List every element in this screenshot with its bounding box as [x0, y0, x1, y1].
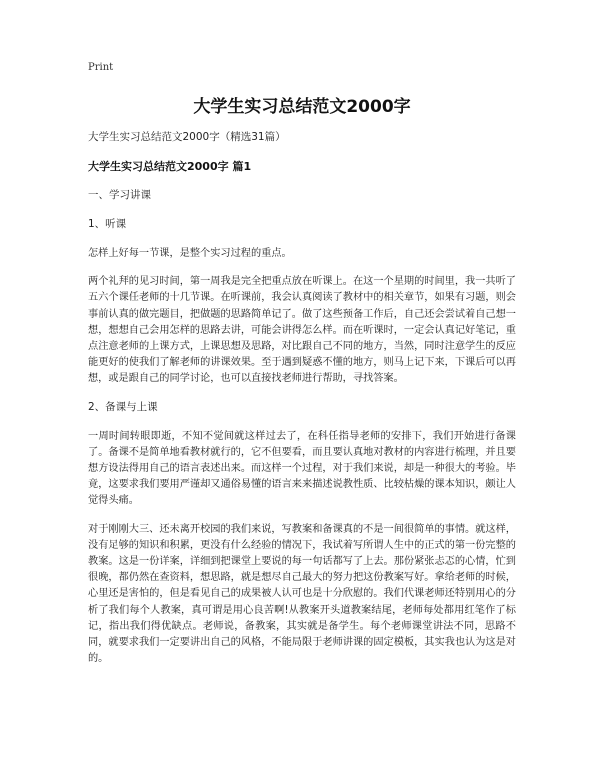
paragraph: 两个礼拜的见习时间，第一周我是完全把重点放在听课上。在这一个星期的时间里，我一共听了五六个课任老师的十几节课。在听课前，我会认真阅读了教材中的相关章节，如果有习题，则会事前认真的做完题目，把做题的思路简单记了。做了这些预备工作后，自己还会尝试着自己想一想，想想自己会用怎样的思路去讲，可能会讲得怎么样。而在听课时，一定会认真记好笔记，重点注意老师的上课方式，上课思想及思路，对比跟自己不同的地方，当然，同时注意学生的反应能更好的使我们了解老师的讲课效果。至于遇到疑惑不懂的地方，则马上记下来，下课后可以再想，或是跟自己的同学讨论，也可以直接找老师进行帮助，寻找答案。	[88, 276, 516, 385]
section-heading: 大学生实习总结范文2000字 篇1	[88, 160, 252, 173]
print-label: Print	[88, 62, 114, 73]
paragraph: 对于刚刚大三、还未离开校园的我们来说，写教案和备课真的不是一间很简单的事情。就这样，没有足够的知识和积累，更没有什么经验的情况下，我试着写所谓人生中的正式的第一份完整的教案。这是一份详案，详细到把课堂上要说的每一句话都写了上去。那份紧张忐忑的心情，忙到很晚，都仍然在查资料，想思路，就是想尽自己最大的努力把这份教案写好。拿给老师的时候，心里还是害怕的，但是看见自己的成果被人认可也是十分欣慰的。我们代课老师还特别用心的分析了我们每个人教案，真可谓是用心良苦啊!从教案开头道教案结尾，老师每处都用红笔作了标记，指出我们得优缺点。老师说，备教案，其实就是备学生。每个老师课堂讲法不同，思路不同，就要求我们一定要讲出自己的风格，不能局限于老师讲课的固定模板，其实我也认为这是对的。	[88, 523, 516, 665]
document-subtitle: 大学生实习总结范文2000字（精选31篇）	[88, 131, 286, 143]
paragraph: 一周时间转眼即逝，不知不觉间就这样过去了，在科任指导老师的安排下，我们开始进行备课了。备课不是简单地看教材就行的，它不但要看，而且要认真地对教材的内容进行梳理，并且要想方设法得用自己的语言表述出来。而这样一个过程，对于我们来说，却是一种很大的考验。毕竟，这要求我们要用严谨却又通俗易懂的语言来来描述说教性质、比较枯燥的课本知识，颇让人觉得头痛。	[88, 430, 516, 507]
document-title: 大学生实习总结范文2000字	[193, 97, 411, 117]
heading-teaching: 一、学习讲课	[88, 189, 151, 201]
document-page	[88, 62, 516, 679]
heading-preparation: 2、备课与上课	[88, 400, 158, 413]
heading-listening: 1、听课	[88, 218, 127, 230]
paragraph: 怎样上好每一节课，是整个实习过程的重点。	[88, 248, 292, 259]
